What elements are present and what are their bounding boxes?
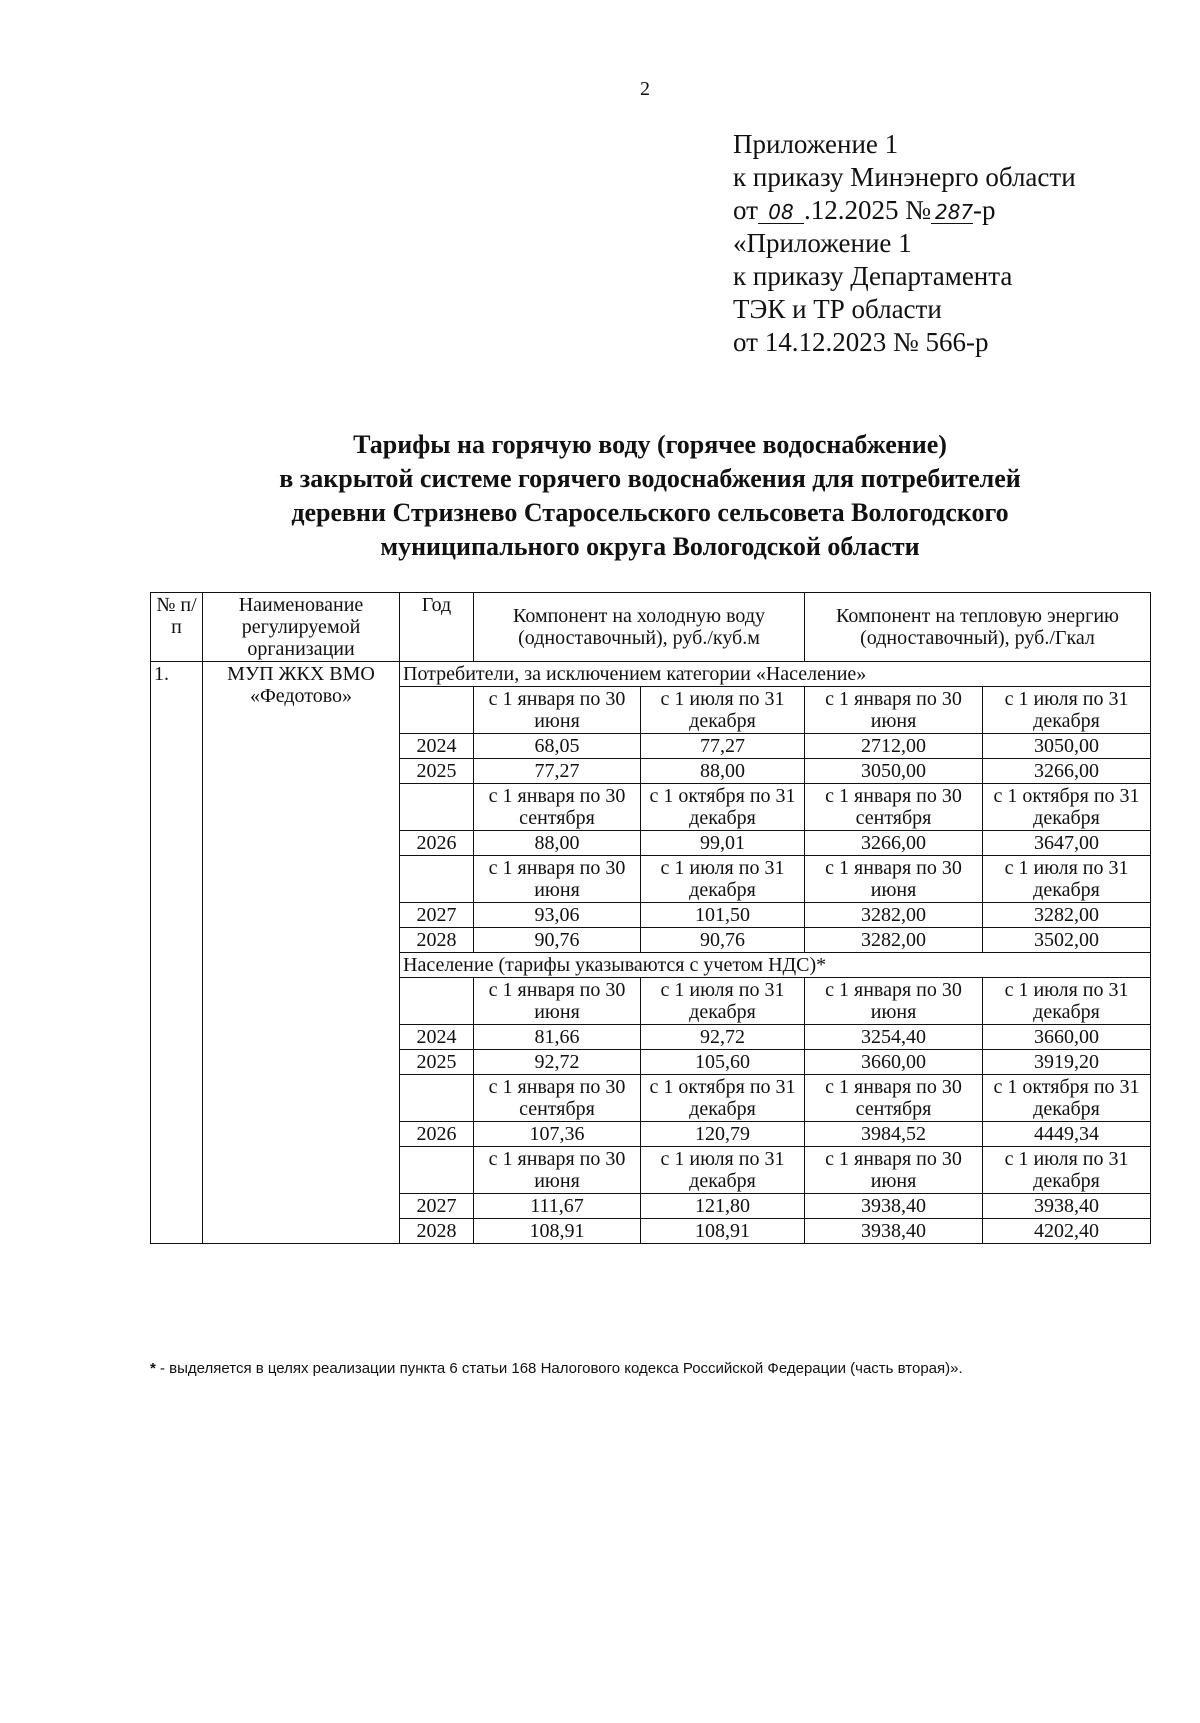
- value-cell: 101,50: [641, 903, 805, 928]
- period-cell: с 1 января по 30 июня: [805, 687, 983, 734]
- period-cell: с 1 июля по 31 декабря: [983, 978, 1151, 1025]
- value-cell: 3050,00: [805, 759, 983, 784]
- period-cell: с 1 июля по 31 декабря: [983, 687, 1151, 734]
- value-cell: 3938,40: [805, 1219, 983, 1244]
- period-cell: с 1 июля по 31 декабря: [641, 856, 805, 903]
- handwritten-order-number: 287: [931, 201, 973, 224]
- value-cell: 3660,00: [805, 1050, 983, 1075]
- value-cell: 88,00: [474, 831, 641, 856]
- value-cell: 4202,40: [983, 1219, 1151, 1244]
- date-rest: .12.2025 №: [803, 195, 931, 225]
- value-cell: 3660,00: [983, 1025, 1151, 1050]
- title-line: муниципального округа Вологодской области: [380, 532, 920, 561]
- year-cell: 2028: [400, 1219, 474, 1244]
- appendix-line: от 14.12.2023 № 566-р: [733, 327, 989, 357]
- period-cell: с 1 января по 30 июня: [805, 978, 983, 1025]
- header-num: № п/п: [151, 593, 203, 662]
- date-prefix: от: [733, 195, 758, 225]
- empty-cell: [400, 856, 474, 903]
- period-cell: с 1 января по 30 июня: [474, 1147, 641, 1194]
- group-title: Население (тарифы указываются с учетом НДС)*: [400, 953, 1151, 978]
- value-cell: 121,80: [641, 1194, 805, 1219]
- title-line: деревни Стризнево Старосельского сельсовета Вологодского: [291, 498, 1009, 527]
- period-cell: с 1 октября по 31 декабря: [983, 1075, 1151, 1122]
- period-cell: с 1 июля по 31 декабря: [641, 978, 805, 1025]
- value-cell: 120,79: [641, 1122, 805, 1147]
- table-row: [151, 662, 1151, 687]
- period-cell: с 1 января по 30 сентября: [474, 1075, 641, 1122]
- period-cell: с 1 января по 30 июня: [805, 1147, 983, 1194]
- period-cell: с 1 января по 30 июня: [474, 856, 641, 903]
- value-cell: 3282,00: [805, 928, 983, 953]
- value-cell: 93,06: [474, 903, 641, 928]
- page-number: 2: [640, 78, 650, 100]
- value-cell: 105,60: [641, 1050, 805, 1075]
- footnote-text: - выделяется в целях реализации пункта 6 статьи 168 Налогового кодекса Российской Федерации (часть вторая)».: [155, 1360, 963, 1377]
- appendix-line: Приложение 1: [733, 129, 899, 159]
- period-cell: с 1 июля по 31 декабря: [983, 1147, 1151, 1194]
- appendix-line: к приказу Минэнерго области: [733, 162, 1076, 192]
- value-cell: 88,00: [641, 759, 805, 784]
- value-cell: 3938,40: [805, 1194, 983, 1219]
- empty-cell: [400, 687, 474, 734]
- period-cell: с 1 октября по 31 декабря: [983, 784, 1151, 831]
- title-line: Тарифы на горячую воду (горячее водоснабжение): [353, 430, 947, 459]
- period-cell: с 1 января по 30 сентября: [805, 784, 983, 831]
- row-number: 1.: [151, 662, 203, 1244]
- period-cell: с 1 июля по 31 декабря: [641, 1147, 805, 1194]
- value-cell: 3647,00: [983, 831, 1151, 856]
- empty-cell: [400, 784, 474, 831]
- value-cell: 92,72: [474, 1050, 641, 1075]
- value-cell: 99,01: [641, 831, 805, 856]
- document-title: [150, 428, 1150, 564]
- value-cell: 3254,40: [805, 1025, 983, 1050]
- org-line: «Федотово»: [249, 685, 353, 707]
- org-line: МУП ЖКХ ВМО: [227, 663, 375, 685]
- value-cell: 90,76: [641, 928, 805, 953]
- value-cell: 92,72: [641, 1025, 805, 1050]
- period-cell: с 1 января по 30 сентября: [474, 784, 641, 831]
- appendix-line: «Приложение 1: [733, 228, 912, 258]
- value-cell: 3266,00: [805, 831, 983, 856]
- title-line: в закрытой системе горячего водоснабжения для потребителей: [279, 464, 1021, 493]
- value-cell: 68,05: [474, 734, 641, 759]
- year-cell: 2025: [400, 1050, 474, 1075]
- value-cell: 107,36: [474, 1122, 641, 1147]
- period-cell: с 1 января по 30 июня: [474, 978, 641, 1025]
- appendix-line: к приказу Департамента: [733, 261, 1013, 291]
- value-cell: 3502,00: [983, 928, 1151, 953]
- period-cell: с 1 октября по 31 декабря: [641, 784, 805, 831]
- year-cell: 2024: [400, 1025, 474, 1050]
- header-org: Наименование регулируемой организации: [203, 593, 400, 662]
- value-cell: 81,66: [474, 1025, 641, 1050]
- handwritten-day: 08: [758, 201, 804, 224]
- period-cell: с 1 июля по 31 декабря: [983, 856, 1151, 903]
- value-cell: 3282,00: [983, 903, 1151, 928]
- value-cell: 3266,00: [983, 759, 1151, 784]
- value-cell: 108,91: [474, 1219, 641, 1244]
- value-cell: 3050,00: [983, 734, 1151, 759]
- value-cell: 3282,00: [805, 903, 983, 928]
- order-suffix: -р: [972, 195, 996, 225]
- header-cold: Компонент на холодную воду (одноставочный), руб./куб.м: [474, 593, 805, 662]
- year-cell: 2027: [400, 1194, 474, 1219]
- year-cell: 2026: [400, 1122, 474, 1147]
- footnote-star: *: [150, 1360, 156, 1377]
- value-cell: 3984,52: [805, 1122, 983, 1147]
- footnote: [150, 1360, 1150, 1377]
- value-cell: 77,27: [641, 734, 805, 759]
- value-cell: 108,91: [641, 1219, 805, 1244]
- value-cell: 77,27: [474, 759, 641, 784]
- year-cell: 2025: [400, 759, 474, 784]
- period-cell: с 1 января по 30 сентября: [805, 1075, 983, 1122]
- table-header-row: [151, 593, 1151, 662]
- appendix-line: ТЭК и ТР области: [733, 294, 942, 324]
- value-cell: 3938,40: [983, 1194, 1151, 1219]
- appendix-date-line: [733, 194, 1076, 227]
- value-cell: 111,67: [474, 1194, 641, 1219]
- org-name: [203, 662, 400, 1244]
- value-cell: 2712,00: [805, 734, 983, 759]
- value-cell: 4449,34: [983, 1122, 1151, 1147]
- period-cell: с 1 января по 30 июня: [805, 856, 983, 903]
- empty-cell: [400, 1075, 474, 1122]
- period-cell: с 1 октября по 31 декабря: [641, 1075, 805, 1122]
- empty-cell: [400, 1147, 474, 1194]
- period-cell: с 1 июля по 31 декабря: [641, 687, 805, 734]
- empty-cell: [400, 978, 474, 1025]
- period-cell: с 1 января по 30 июня: [474, 687, 641, 734]
- year-cell: 2026: [400, 831, 474, 856]
- year-cell: 2027: [400, 903, 474, 928]
- tariff-table: [150, 592, 1151, 1244]
- group-title: Потребители, за исключением категории «Население»: [400, 662, 1151, 687]
- year-cell: 2024: [400, 734, 474, 759]
- appendix-block: [733, 128, 1076, 359]
- value-cell: 90,76: [474, 928, 641, 953]
- header-year: Год: [400, 593, 474, 662]
- header-heat: Компонент на тепловую энергию (одноставочный), руб./Гкал: [805, 593, 1151, 662]
- value-cell: 3919,20: [983, 1050, 1151, 1075]
- year-cell: 2028: [400, 928, 474, 953]
